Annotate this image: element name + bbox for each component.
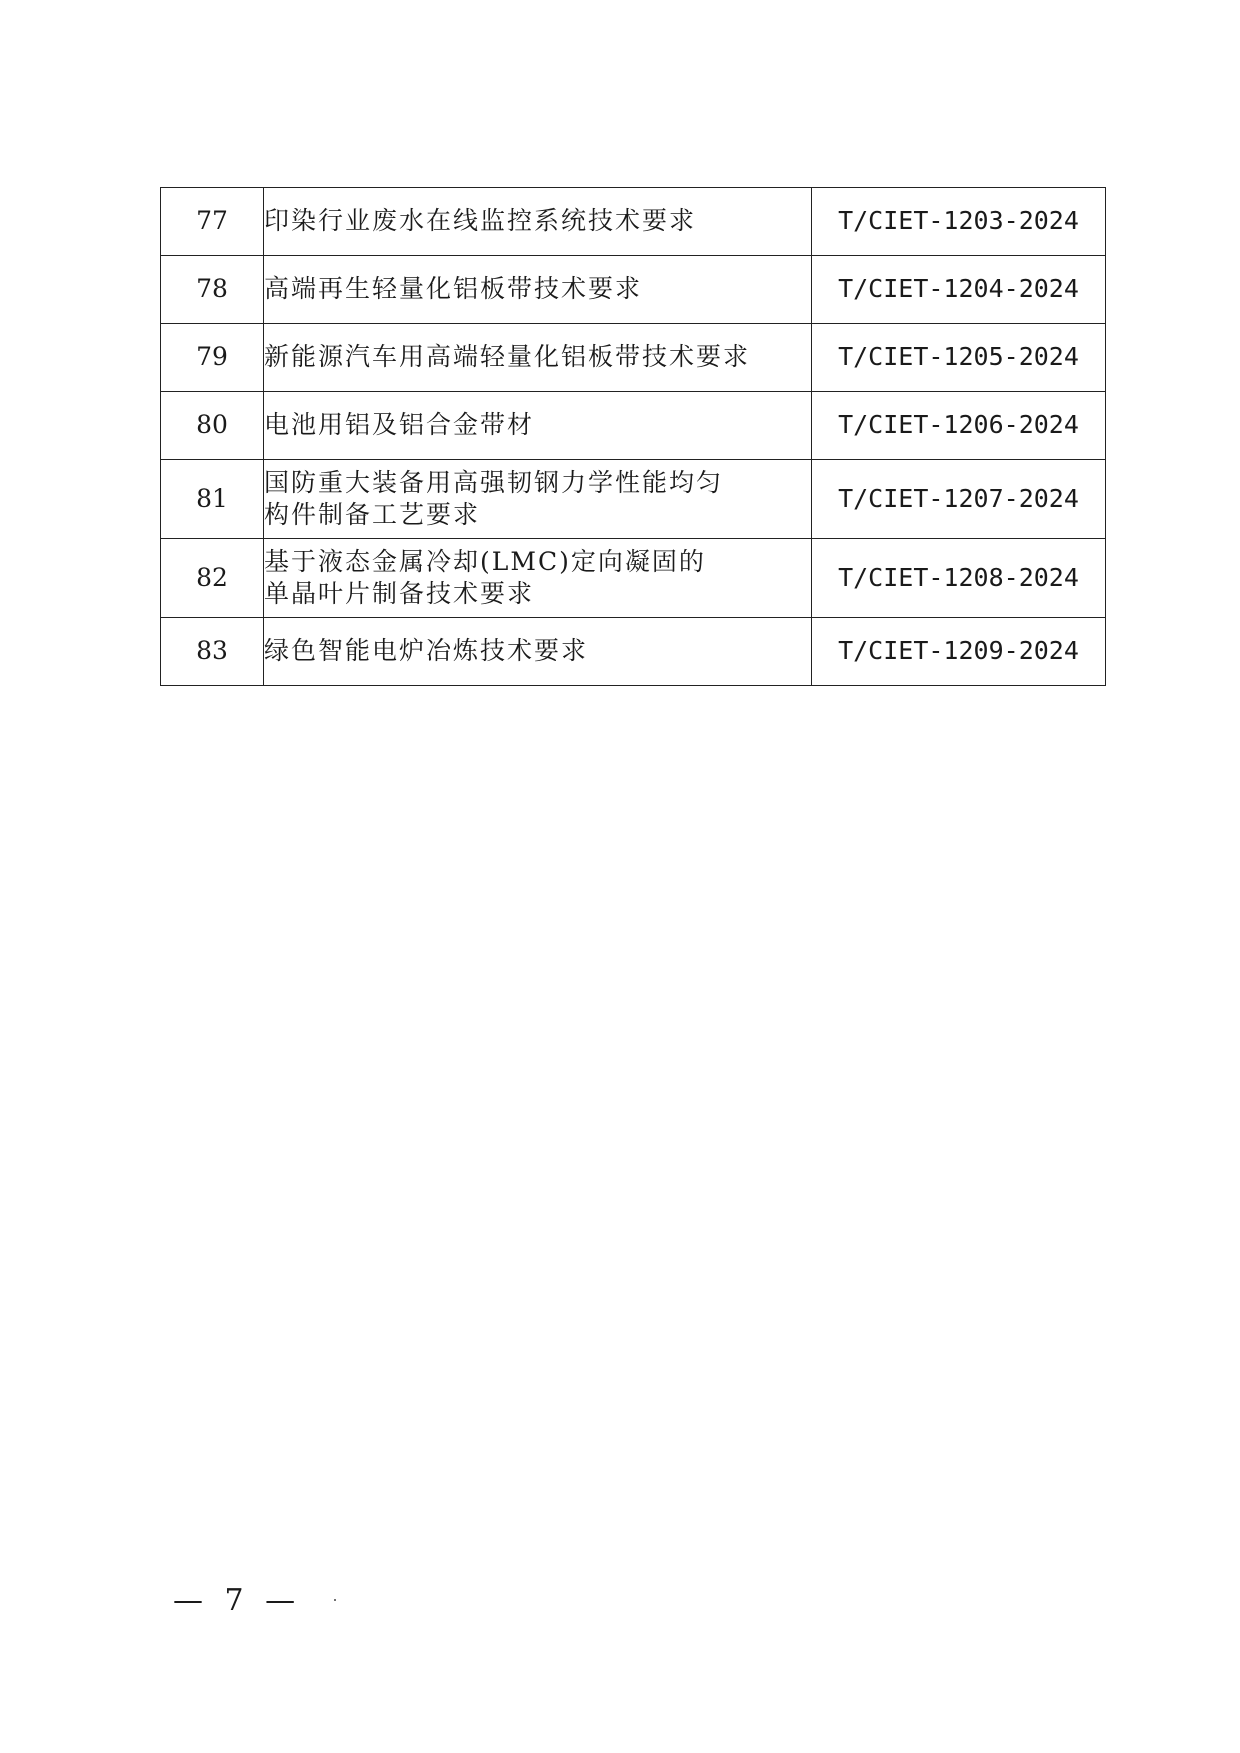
table-row [161, 256, 1106, 324]
standard-code: T/CIET-1203-2024 [812, 188, 1106, 256]
row-number: 83 [161, 618, 264, 686]
standard-code: T/CIET-1206-2024 [812, 392, 1106, 460]
scan-speck [334, 1599, 336, 1601]
row-number: 79 [161, 324, 264, 392]
table-row [161, 188, 1106, 256]
standard-name-line: 基于液态金属冷却(LMC)定向凝固的 [264, 546, 706, 576]
standard-name-line: 单晶叶片制备技术要求 [264, 579, 535, 608]
standard-name [264, 460, 812, 539]
page-number: — 7 — [173, 1583, 302, 1618]
standard-name-line: 绿色智能电炉冶炼技术要求 [264, 636, 589, 666]
row-number: 82 [161, 539, 264, 618]
standard-name-line: 印染行业废水在线监控系统技术要求 [264, 206, 697, 236]
standard-name-line: 国防重大装备用高强韧钢力学性能均匀 [264, 467, 724, 497]
standards-table-body [161, 188, 1106, 686]
standard-code: T/CIET-1209-2024 [812, 618, 1106, 686]
table-row [161, 460, 1106, 539]
standard-name [264, 618, 812, 686]
table-row [161, 618, 1106, 686]
standard-name [264, 256, 812, 324]
table-row [161, 539, 1106, 618]
standard-code: T/CIET-1204-2024 [812, 256, 1106, 324]
row-number: 77 [161, 188, 264, 256]
standard-code: T/CIET-1207-2024 [812, 460, 1106, 539]
standard-name-line: 新能源汽车用高端轻量化铝板带技术要求 [264, 342, 751, 372]
standard-code: T/CIET-1205-2024 [812, 324, 1106, 392]
table-row [161, 392, 1106, 460]
table-row [161, 324, 1106, 392]
standard-name [264, 188, 812, 256]
standard-code: T/CIET-1208-2024 [812, 539, 1106, 618]
standards-table [160, 187, 1106, 686]
standard-name-line: 高端再生轻量化铝板带技术要求 [264, 274, 643, 304]
row-number: 80 [161, 392, 264, 460]
standard-name [264, 324, 812, 392]
standard-name [264, 539, 812, 618]
standard-name-line: 构件制备工艺要求 [264, 500, 481, 529]
standard-name [264, 392, 812, 460]
row-number: 81 [161, 460, 264, 539]
standard-name-line: 电池用铝及铝合金带材 [264, 410, 535, 440]
row-number: 78 [161, 256, 264, 324]
